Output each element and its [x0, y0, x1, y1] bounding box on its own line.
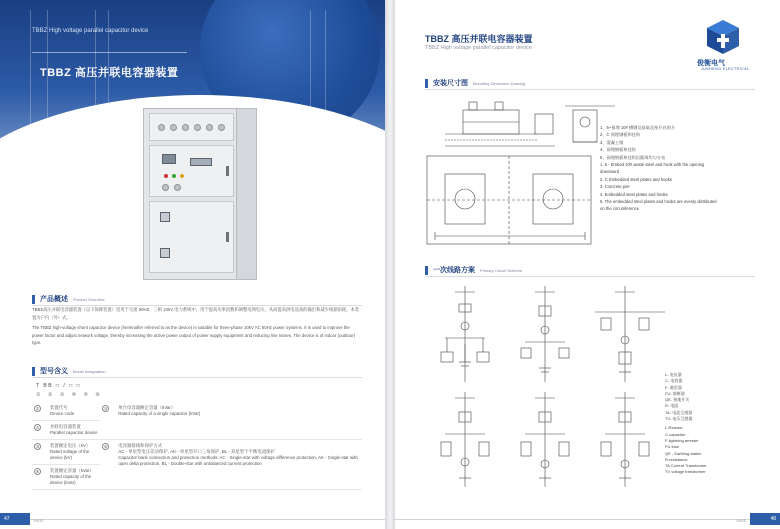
note-line: on the circumference	[600, 206, 640, 212]
primary-circuit-diagrams	[425, 282, 675, 497]
table-row	[32, 402, 362, 421]
row-en: Device code	[50, 411, 75, 416]
overview-text-cn: TBBZ高压并联电容器装置（以下简称装置）适用于交流 50HZ、三相 10kV 电力系统中，用于提高功率因数和调整电网电压，从而提高供电设备的输出和减少线损损耗。本装置为户内（外）式。	[32, 307, 360, 320]
legend-item: F-lightning arrester	[665, 437, 699, 443]
legend-item: C-capacitor	[665, 431, 686, 437]
transmission-tower-graphic	[310, 10, 326, 120]
hero-title: TBBZ 高压并联电容器装置	[40, 67, 179, 79]
right-page	[395, 0, 780, 529]
row-cn: 电容器接线和保护方式	[118, 443, 163, 448]
section-marker	[32, 367, 35, 376]
row-en-detail: Capacitor bank connection and protection methods: AC - Single-star with voltage difference protection, AK - Single-star with open delta protection, BL - Double-star with unbalanced current protection	[118, 455, 358, 466]
row-cn: 装置额定电压（kV）	[50, 443, 91, 448]
meter-icon	[218, 124, 225, 131]
note-line: downward	[600, 169, 620, 175]
row-en: Rated capacity of a single capacitor (kVar)	[118, 411, 201, 416]
meter-icon	[206, 124, 213, 131]
legend-item: QE - Earthing switch	[665, 450, 702, 456]
company-logo-icon	[703, 18, 743, 58]
switch-knob-icon	[174, 184, 181, 191]
meter-icon	[194, 124, 201, 131]
section-rule	[425, 276, 755, 277]
row-number: ⑤	[103, 406, 108, 411]
row-number: ①	[35, 406, 40, 411]
logo-name-cn: 俊衡电气	[697, 60, 725, 67]
page-label: PAGE	[34, 519, 44, 523]
row-number: ②	[35, 425, 40, 430]
nameplate	[190, 158, 212, 166]
legend-item: FU fuse	[665, 444, 680, 450]
model-legend-table	[32, 402, 362, 490]
section-marker	[425, 266, 428, 275]
page-number-tab	[0, 513, 30, 525]
note-line: 1、6~预埋 10# 槽钢及基础及按开启的方	[600, 125, 676, 130]
circuit-heading	[425, 265, 522, 275]
row-cn: 装置代号	[50, 405, 68, 410]
row-cn: 单台电容器额定容量（kVar）	[118, 405, 176, 410]
row-cn: 装置额定容量（kVar）	[50, 468, 94, 473]
install-notes	[600, 124, 760, 213]
door-handle-icon	[226, 166, 229, 176]
inspection-window	[160, 248, 170, 258]
page-label: PAGE	[736, 519, 746, 523]
overview-heading-en: Product Overview	[73, 296, 105, 302]
legend-item: TA Current Transformer	[665, 463, 707, 469]
meter-icon	[158, 124, 165, 131]
model-code-numbers: ① ② ③ ④ ⑤ ⑥	[36, 392, 103, 398]
display-window	[162, 154, 176, 164]
note-line: 4、预埋钢板和挂钩	[600, 147, 636, 153]
meter-icon	[182, 124, 189, 131]
row-number: ③	[35, 444, 40, 449]
row-cn: 并联电容器装置	[50, 424, 81, 429]
note-line: 3. Concrete pier	[600, 184, 630, 190]
section-rule	[32, 377, 362, 378]
row-en: Rated capacity of the device (kVar)	[50, 474, 92, 485]
row-number: ④	[35, 469, 40, 474]
circuit-legend	[665, 372, 707, 476]
switch-knob-icon	[162, 184, 169, 191]
page-number: 47	[4, 516, 10, 522]
legend-item: F- 避雷器	[665, 384, 682, 390]
note-line: 2、C 预埋钢板和挂钩	[600, 132, 641, 138]
table-row	[32, 440, 362, 465]
page-subtitle: TBBZ High voltage parallel capacitor device	[425, 45, 532, 51]
legend-item: QE- 接地开关	[665, 397, 690, 403]
indicator-light-icon	[172, 174, 176, 178]
cabinet-side	[236, 109, 256, 279]
cabinet-top-panel	[149, 113, 234, 141]
legend-item: C- 电容器	[665, 378, 683, 384]
circuit-heading-cn: 一次线路方案	[433, 267, 475, 274]
indicator-light-icon	[164, 174, 168, 178]
install-heading	[425, 78, 525, 88]
legend-item: TV voltage transformer	[665, 469, 706, 475]
section-rule	[425, 89, 755, 90]
install-heading-cn: 安装尺寸图	[433, 80, 468, 87]
row-number: ⑥	[103, 444, 108, 449]
page-number: 48	[770, 516, 776, 522]
row-en: Parallel capacitor device	[50, 430, 98, 435]
page-title: TBBZ 高压并联电容器装置	[425, 34, 533, 44]
hero-divider	[32, 52, 187, 53]
model-heading	[32, 366, 105, 376]
row-en: AC - 单星型电压差动保护, AK - 单星型开口三角保护, BL - 双星型不平衡电流保护	[118, 449, 275, 454]
meter-icon	[170, 124, 177, 131]
legend-item: R- 电阻	[665, 403, 679, 409]
overview-heading-cn: 产品概述	[40, 296, 68, 303]
legend-item: TA- 电流互感器	[665, 409, 693, 415]
note-line: 3、混凝土墩	[600, 139, 624, 145]
overview-text-en: The TBBZ high-voltage shunt capacitor device (hereinafter referred to as the device) is suitable for three-phase 10kV AC 50Hz power systems. It is used to improve the power factor and adjust network voltage, thereby increasing the active power output of power supply equipment and reducing line losses. The device is of indoor (outdoor) type.	[32, 325, 356, 345]
cabinet-lower-panel	[149, 201, 234, 273]
overview-heading	[32, 294, 105, 304]
note-line: 5. The embedded steel plates and hooks are evenly distributed	[600, 199, 717, 205]
legend-item: TV- 电压互感器	[665, 416, 693, 422]
transmission-tower-graphic	[95, 10, 109, 110]
model-heading-cn: 型号含义	[40, 368, 68, 375]
overview-text	[32, 306, 362, 347]
hero-subtitle: TBBZ High voltage parallel capacitor device	[32, 28, 149, 34]
inspection-window	[160, 212, 170, 222]
note-line: 2. C Embedded steel plates and hooks	[600, 176, 672, 182]
indicator-light-icon	[180, 174, 184, 178]
model-heading-en: Model designation	[73, 368, 106, 374]
switchgear-cabinet-image	[143, 108, 257, 280]
left-page	[0, 0, 385, 529]
circuit-heading-en: Primary Circuit Scheme	[480, 267, 523, 273]
row-en: Rated voltage of the device (kV)	[50, 449, 90, 460]
legend-item: L- 电抗器	[665, 372, 682, 377]
footer-line	[395, 519, 780, 520]
note-line: 5、预埋钢板和挂钩沿圆周均匀分布	[600, 154, 666, 160]
note-line: 4. Embedded steel plates and hooks	[600, 191, 668, 197]
legend-item: R-resistance	[665, 456, 688, 462]
cabinet-middle-panel	[149, 145, 234, 197]
book-gutter	[385, 0, 395, 529]
hero-banner	[0, 0, 385, 290]
section-marker	[32, 295, 35, 304]
page-number-tab	[750, 513, 780, 525]
legend-item: L-Reactor	[665, 425, 683, 431]
install-heading-en: Mounting Dimension Drawing	[473, 80, 526, 86]
note-line: 1. 6 - Embed 10# waste steel and hook with the opening	[600, 162, 705, 168]
model-code: T BB □ / □ □	[36, 383, 82, 389]
door-handle-icon	[226, 232, 229, 242]
legend-item: FU- 熔断器	[665, 390, 685, 396]
footer-line	[0, 519, 385, 520]
section-marker	[425, 79, 428, 88]
logo-name-en: JUNHENG ELECTRICAL	[701, 67, 750, 71]
